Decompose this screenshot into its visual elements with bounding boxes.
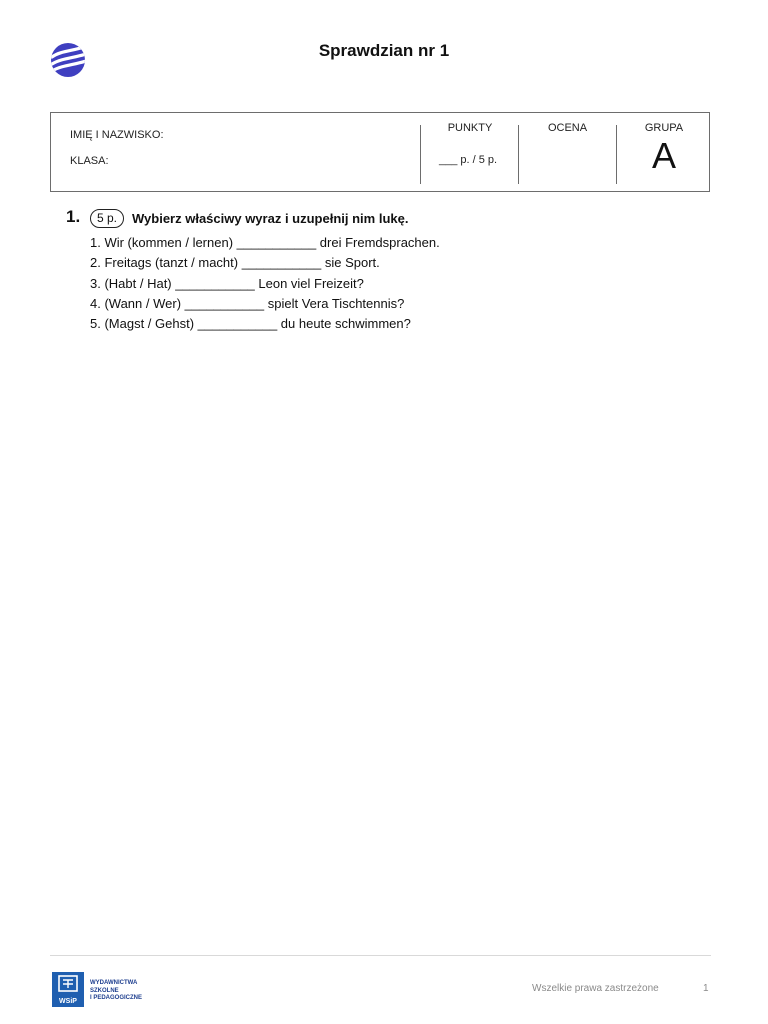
name-label: IMIĘ I NAZWISKO: [70,129,164,141]
list-item: 3. (Habt / Hat) ___________ Leon viel Freizeit? [90,275,364,291]
task-items-list [90,233,440,334]
list-item: 4. (Wann / Wer) ___________ spielt Vera Tischtennis? [90,295,405,311]
list-item: 5. (Magst / Gehst) ___________ du heute schwimmen? [90,316,411,332]
task-instruction: Wybierz właściwy wyraz i uzupełnij nim lukę. [132,211,409,226]
points-header: PUNKTY [447,122,493,134]
points-value: ___ p. / 5 p. [439,154,498,166]
student-info-box [50,112,710,192]
group-value: A [651,135,676,176]
footer-divider [50,955,711,956]
group-header: GRUPA [644,122,684,134]
class-label: KLASA: [70,155,109,167]
publisher-name: WYDAWNICTWA SZKOLNE I PEDAGOGICZNE [90,980,143,1001]
task-points-badge: 5 p. [90,209,124,228]
wsip-logo-icon [52,972,84,1007]
publisher-logo [52,972,142,1007]
svg-text:WSiP: WSiP [59,998,77,1005]
list-item: 1. Wir (kommen / lernen) ___________ drei Fremdsprachen. [90,235,440,250]
list-item: 2. Freitags (tanzt / macht) ___________ sie Sport. [90,255,380,271]
page-number: 1 [703,983,709,994]
grade-header: OCENA [547,122,588,134]
copyright-notice: Wszelkie prawa zastrzeżone [532,983,659,994]
page-title: Sprawdzian nr 1 [318,41,450,60]
task-number: 1. [66,207,81,226]
